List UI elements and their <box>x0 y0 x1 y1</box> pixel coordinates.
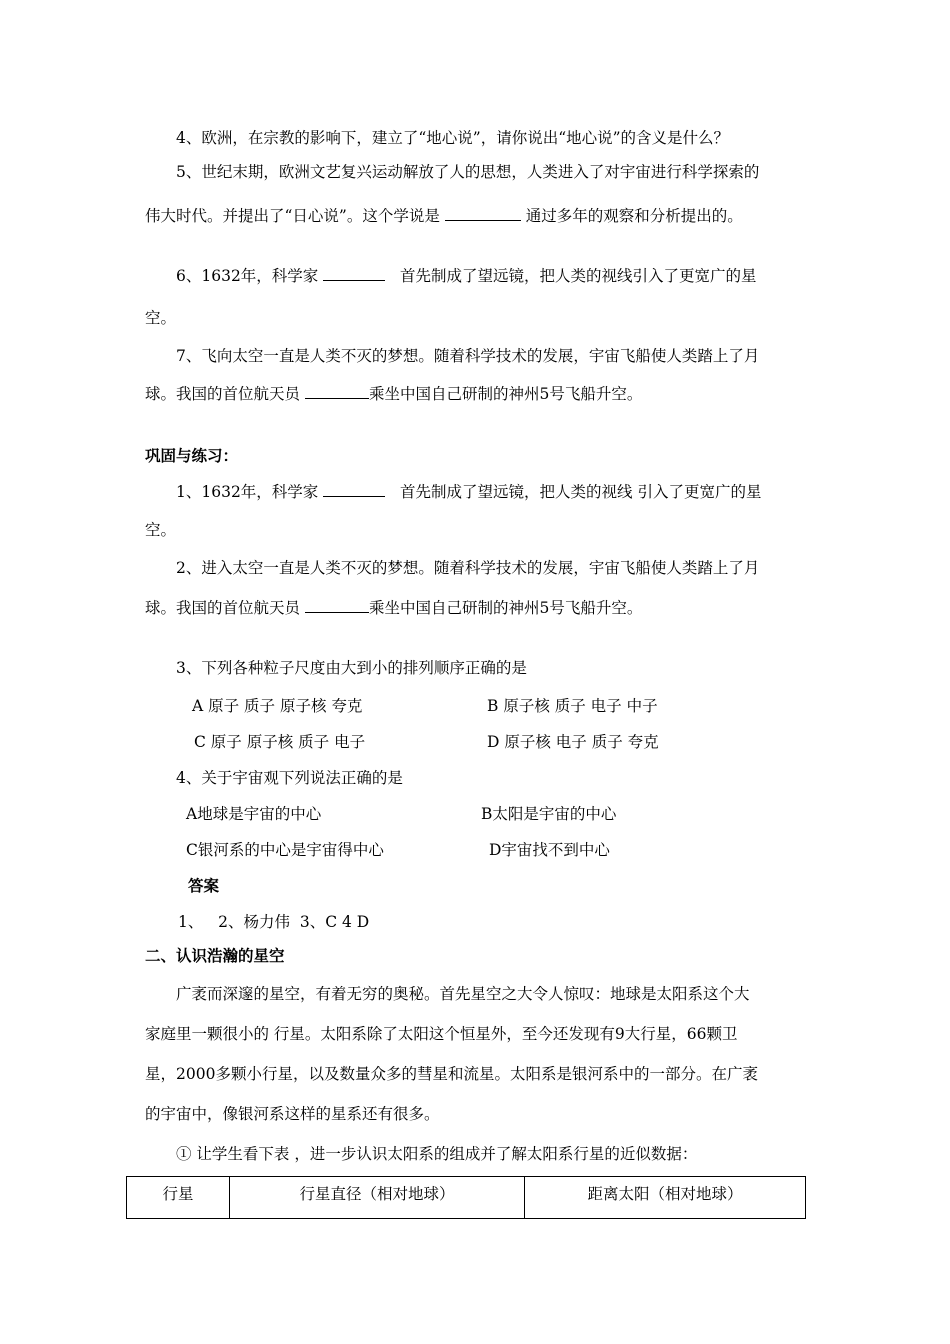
practice-2-text-a: 球。我国的首位航天员 <box>145 599 301 617</box>
paragraph-line-1: 广袤而深邃的星空，有着无穷的奥秘。首先星空之大令人惊叹：地球是太阳系这个大 <box>176 985 750 1003</box>
practice-2-line1: 2、进入太空一直是人类不灭的梦想。随着科学技术的发展，宇宙飞船使人类踏上了月 <box>176 559 760 577</box>
option-3c: C 原子 原子核 质子 电子 <box>194 733 366 751</box>
question-7-text-b: 乘坐中国自己研制的神州5号飞船升空。 <box>368 385 643 403</box>
practice-heading: 巩固与练习： <box>145 447 239 465</box>
practice-1-text-b: 首先制成了望远镜，把人类的视线 引入了更宽广的星 <box>400 483 762 501</box>
question-5-text-a: 伟大时代。并提出了“日心说”。这个学说是 <box>145 207 440 225</box>
question-6-text-b: 首先制成了望远镜，把人类的视线引入了更宽广的星 <box>400 267 757 285</box>
answer-blank <box>323 266 385 281</box>
question-5-text-b: 通过多年的观察和分析提出的。 <box>525 207 743 225</box>
answer-blank <box>323 482 385 497</box>
planet-table <box>126 1176 806 1219</box>
practice-2-line2 <box>145 598 642 618</box>
question-6-text-a: 6、1632年，科学家 <box>176 267 319 285</box>
practice-2-text-b: 乘坐中国自己研制的神州5号飞船升空。 <box>368 599 643 617</box>
paragraph-line-4: 的宇宙中，像银河系这样的星系还有很多。 <box>145 1105 440 1123</box>
practice-4: 4、关于宇宙观下列说法正确的是 <box>176 769 403 787</box>
practice-1-line1 <box>176 482 761 502</box>
question-7-line2 <box>145 384 642 404</box>
question-7-line1: 7、飞向太空一直是人类不灭的梦想。随着科学技术的发展，宇宙飞船使人类踏上了月 <box>176 347 760 365</box>
answer-blank <box>305 598 369 613</box>
table-header-row <box>127 1177 806 1219</box>
answer-blank <box>305 384 369 399</box>
table-intro: ① 让学生看下表 ，进一步认识太阳系的组成并了解太阳系行星的近似数据： <box>176 1145 698 1163</box>
practice-1-text-a: 1、1632年，科学家 <box>176 483 319 501</box>
option-3a: A 原子 质子 原子核 夸克 <box>192 697 363 715</box>
option-3b: B 原子核 质子 电子 中子 <box>487 697 658 715</box>
question-4: 4、欧洲，在宗教的影响下，建立了“地心说”，请你说出“地心说”的含义是什么？ <box>176 129 730 147</box>
header-distance: 距离太阳（相对地球） <box>525 1177 806 1219</box>
question-5-line1: 5、世纪末期，欧洲文艺复兴运动解放了人的思想，人类进入了对宇宙进行科学探索的 <box>176 163 760 181</box>
question-6-line2: 空。 <box>145 309 177 327</box>
answer-heading: 答案 <box>188 877 220 895</box>
question-7-text-a: 球。我国的首位航天员 <box>145 385 301 403</box>
answer-blank <box>445 206 521 221</box>
option-4a: A地球是宇宙的中心 <box>186 805 322 823</box>
header-diameter: 行星直径（相对地球） <box>230 1177 525 1219</box>
header-planet: 行星 <box>127 1177 230 1219</box>
option-3d: D 原子核 电子 质子 夸克 <box>487 733 659 751</box>
paragraph-line-3: 星，2000多颗小行星，以及数量众多的彗星和流星。太阳系是银河系中的一部分。在广袤 <box>145 1065 758 1083</box>
option-4b: B太阳是宇宙的中心 <box>481 805 617 823</box>
option-4d: D宇宙找不到中心 <box>489 841 610 859</box>
question-5-line2 <box>145 206 743 226</box>
practice-3: 3、下列各种粒子尺度由大到小的排列顺序正确的是 <box>176 659 527 677</box>
question-6-line1 <box>176 266 757 286</box>
option-4c: C银河系的中心是宇宙得中心 <box>186 841 384 859</box>
paragraph-line-2: 家庭里一颗很小的 行星。太阳系除了太阳这个恒星外，至今还发现有9大行星，66颗卫 <box>145 1025 738 1043</box>
section-2-heading: 二、认识浩瀚的星空 <box>145 947 285 965</box>
practice-1-line2: 空。 <box>145 521 177 539</box>
answer-text: 1、 2、杨力伟 3、C 4 D <box>178 913 370 931</box>
